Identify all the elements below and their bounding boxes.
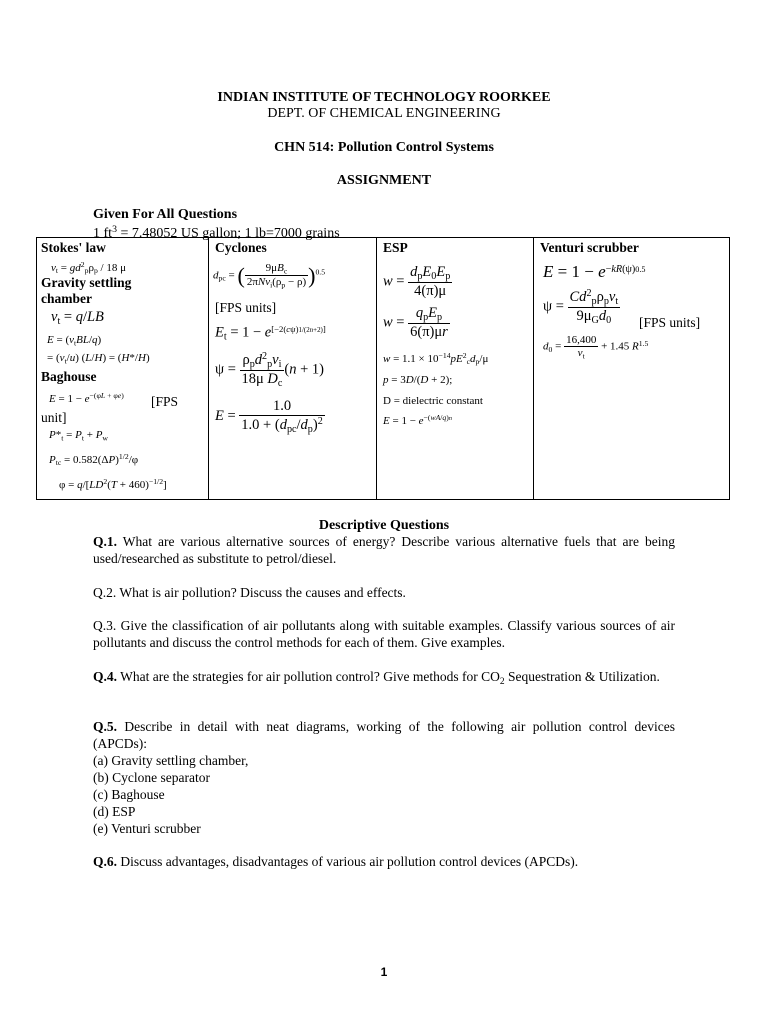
q5-item: (b) Cyclone separator	[93, 770, 210, 785]
course-title: CHN 514: Pollution Control Systems	[274, 140, 494, 155]
given-rest: = 7.48052 US gallon; 1 lb=7000 grains	[116, 225, 340, 241]
gravity-label: Gravity settling chamber	[41, 275, 132, 306]
esp-efficiency-formula: $E = 1 - e^{-(wA/q)n}$	[383, 413, 452, 427]
cyclone-fps-units: [FPS units]	[215, 300, 277, 315]
question-4	[93, 668, 675, 691]
q4-number: Q.4.	[93, 669, 118, 684]
column-header-esp: ESP	[383, 240, 408, 255]
esp-drift-velocity-1: w = $\frac{d_pE_0E_p}{4(\pi)\mu}$	[383, 264, 451, 300]
q4-subscript: 2	[499, 676, 505, 687]
q6-text: Discuss advantages, disadvantages of various air pollution control devices (APCDs).	[117, 854, 579, 869]
question-2	[93, 584, 675, 601]
q5-text: Describe in detail with neat diagrams, working of the following air pollution control devices (APCDs):	[93, 719, 675, 751]
question-5	[93, 718, 675, 752]
venturi-d0-formula: $d_0$ = $\frac{16,400}{v_t}$ + 1.45 $R^{1.5}$	[543, 334, 649, 361]
gravity-efficiency-ratio: = $(v_t/u) (L/H) = (H*/H)$	[47, 352, 150, 366]
venturi-fps-units: [FPS units]	[639, 315, 701, 330]
gravity-efficiency-formula: $E = (v_tBL/q)$	[47, 334, 102, 348]
baghouse-pressure-formula: $P*_t = P_t + P_w$	[49, 429, 108, 443]
question-6	[93, 853, 693, 870]
formula-table	[36, 237, 730, 500]
baghouse-efficiency-formula: $E = 1 - e^{-(\varphi L + \varphi e)}$	[49, 391, 124, 405]
esp-p-formula: p = 3D/(D + 2);	[383, 374, 453, 386]
column-header-cyclones: Cyclones	[215, 240, 267, 255]
q5-item: (c) Baghouse	[93, 787, 165, 802]
given-heading: Given For All Questions	[93, 207, 238, 222]
q5-number: Q.5.	[93, 719, 118, 734]
table-divider-3	[533, 238, 534, 499]
q4-text-a: What are the strategies for air pollution control? Give methods for CO	[117, 669, 500, 684]
department-title: DEPT. OF CHEMICAL ENGINEERING	[267, 106, 501, 121]
stokes-formula: $v_t = gd^2_p\rho_p / 18$ μ	[51, 260, 126, 276]
questions-heading: Descriptive Questions	[318, 518, 450, 533]
venturi-efficiency-formula: $E = 1 - e^{-kR(\psi)0.5}$	[543, 262, 646, 281]
q5-item: (a) Gravity settling chamber,	[93, 753, 249, 768]
q3-number: Q.3.	[93, 618, 117, 633]
venturi-psi-formula: ψ = $\frac{Cd^2_p\rho_pv_t}{9\mu_Gd_0}$	[543, 288, 619, 327]
q3-text: Give the classification of air pollutants along with suitable examples. Classify various sources of air pollutants and discuss the control methods for each of them. Give examples.	[93, 618, 675, 650]
q1-text: What are various alternative sources of energy? Describe various alternative fuels that are being used/researched as substitute to petrol/diesel.	[93, 534, 675, 566]
column-header-venturi: Venturi scrubber	[540, 240, 639, 255]
cyclone-psi-formula: ψ = $\frac{\rho_pd^2_pv_i}{18\mu D_c}$ (n + 1)	[215, 351, 325, 390]
question-3	[93, 617, 675, 651]
question-5-items	[93, 752, 675, 837]
column-header-stokes: Stokes' law	[41, 240, 106, 255]
q4-text-b: Sequestration & Utilization.	[504, 669, 660, 684]
table-divider-2	[376, 238, 377, 499]
esp-drift-velocity-2: w = $\frac{q_pE_p}{6(\pi)\mu r}$	[383, 305, 448, 341]
page-number: 1	[380, 965, 388, 979]
institute-title: INDIAN INSTITUTE OF TECHNOLOGY ROORKEE	[217, 90, 551, 105]
q2-text: What is air pollution? Discuss the causes and effects.	[116, 585, 406, 600]
esp-drift-velocity-3: $w = 1.1 \times 10^{-14}pE^2_cd_p/\mu$	[383, 351, 489, 367]
baghouse-phi-formula: $\varphi = q/[LD^2(T + 460)^{-1/2}]$	[59, 477, 167, 491]
given-ft-exponent: 3	[112, 224, 117, 235]
given-ft: 1 ft	[93, 225, 113, 241]
cyclone-overall-efficiency: E = $\frac{1.0}{1.0 + (d_{pc}/d_p)^2}$	[215, 398, 323, 436]
q6-number: Q.6.	[93, 854, 118, 869]
q1-number: Q.1.	[93, 534, 118, 549]
document-type: ASSIGNMENT	[336, 173, 432, 188]
cyclone-dpc-formula: $d_{pc}$ = ( $\frac{9\mu B_c}{2\pi Nv_i(\rho_p - \rho)}$ )$^{0.5}$	[213, 262, 326, 290]
q2-number: Q.2.	[93, 585, 117, 600]
q5-item: (d) ESP	[93, 804, 136, 819]
baghouse-ptc-formula: $P_{tc} = 0.582(\Delta P)^{1/2}/\varphi$	[49, 452, 139, 468]
question-1	[93, 533, 675, 567]
table-divider-1	[208, 238, 209, 499]
cyclone-efficiency-formula: $E_t = 1 - e[-2(c\psi)1/(2n+2)]$	[215, 324, 326, 343]
baghouse-fps-unit: [FPS unit]	[41, 394, 179, 425]
baghouse-label: Baghouse	[41, 369, 97, 384]
q5-item: (e) Venturi scrubber	[93, 821, 201, 836]
gravity-velocity-formula: $v_t = q/LB$	[51, 309, 104, 328]
esp-d-definition: D = dielectric constant	[383, 395, 483, 407]
